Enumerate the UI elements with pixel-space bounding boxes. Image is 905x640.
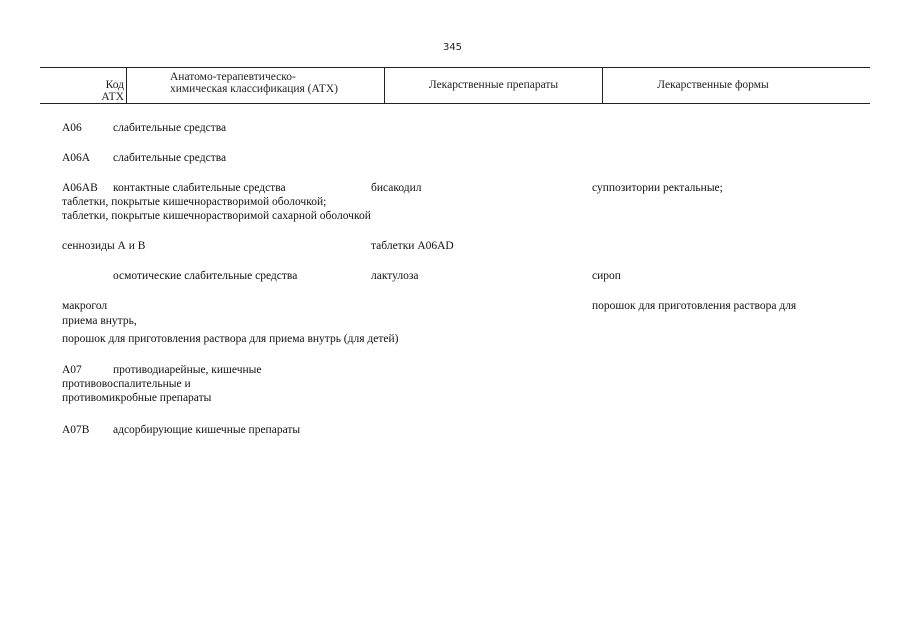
header-atc-classification [170,71,338,95]
atc-group-name: противодиарейные, кишечные [113,364,262,376]
header-separator [126,68,127,103]
dosage-form: порошок для приготовления раствора для [592,300,797,312]
drug-name: макрогол [62,300,108,312]
atc-code: A06A [62,152,91,164]
atc-group-name-continuation: противомикробные препараты [62,392,212,404]
dosage-form: сироп [592,270,621,282]
atc-code: A07B [62,424,90,436]
header-atc-code-line: АТХ [101,91,124,103]
header-bottom-rule [40,103,870,104]
atc-group-name-continuation: противовоспалительные и [62,378,191,390]
header-dosage-forms: Лекарственные формы [657,79,769,91]
drug-name: лактулоза [371,270,419,282]
atc-code: A06AB [62,182,98,194]
drug-name: сеннозиды А и В [62,240,146,252]
dosage-form-continuation: порошок для приготовления раствора для приема внутрь (для детей) [62,333,399,345]
drug-name: бисакодил [371,182,422,194]
header-drugs: Лекарственные препараты [428,79,559,91]
atc-group-name: слабительные средства [113,122,227,134]
header-atc-classification-line: Анатомо-терапевтическо- [170,71,296,83]
header-atc-classification-line: химическая классификация (АТХ) [170,83,338,95]
dosage-form-continuation: таблетки, покрытые кишечнорастворимой оболочкой; [62,196,327,208]
atc-code: A06 [62,122,82,134]
atc-group-name: осмотические слабительные средства [113,270,298,282]
atc-group-name: слабительные средства [113,152,227,164]
dosage-form-continuation: приема внутрь, [62,315,137,327]
atc-group-name: адсорбирующие кишечные препараты [113,424,301,436]
header-atc-code [40,79,124,103]
header-top-rule [40,67,870,68]
dosage-form-continuation: таблетки, покрытые кишечнорастворимой сахарной оболочкой [62,210,371,222]
atc-group-name: контактные слабительные средства [113,182,286,194]
page-number: 345 [442,42,463,53]
dosage-form: таблетки A06AD [371,240,454,252]
header-atc-code-line: Код [105,79,124,91]
dosage-form: суппозитории ректальные; [592,182,723,194]
atc-code: A07 [62,364,82,376]
